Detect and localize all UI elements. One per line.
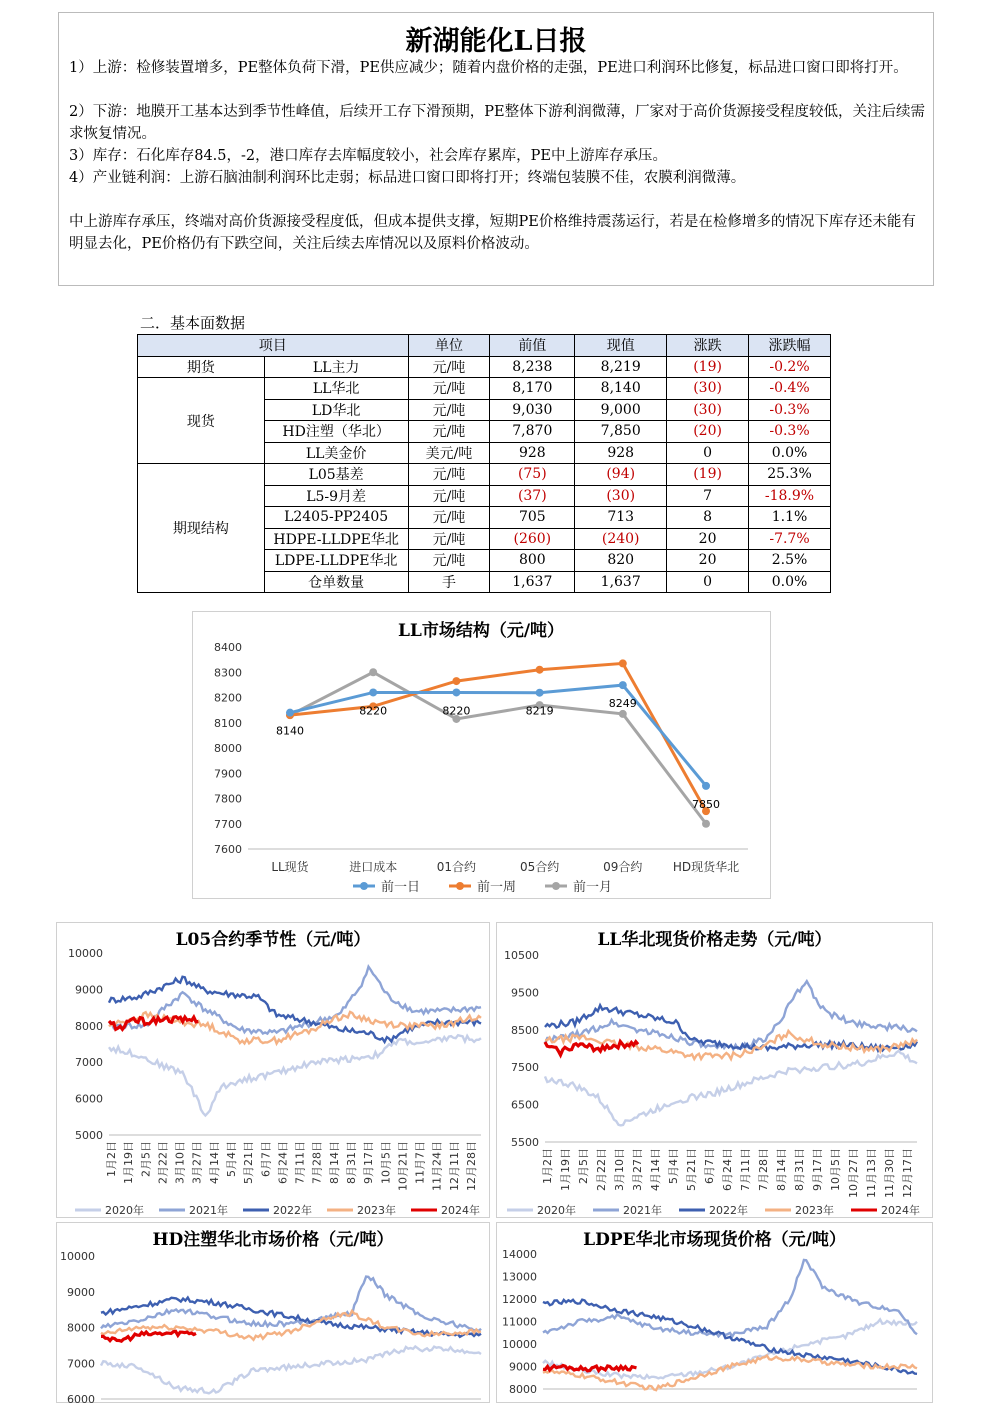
cell-item: L2405-PP2405 — [264, 507, 408, 529]
y-tick-label: 9000 — [67, 1285, 95, 1299]
x-tick-label: 12月11日 — [447, 1141, 461, 1191]
data-point — [619, 710, 627, 718]
x-tick-label: HD现货华北 — [672, 860, 740, 874]
y-tick-label: 8000 — [67, 1321, 95, 1335]
x-tick-label: 10月5日 — [829, 1148, 842, 1191]
y-tick-label: 10500 — [504, 949, 539, 962]
cell-unit: 手 — [408, 571, 490, 593]
cell-item: LL主力 — [264, 356, 408, 378]
data-point — [619, 659, 627, 667]
cell-curr: (240) — [575, 528, 667, 550]
x-tick-label: 7月11日 — [739, 1148, 752, 1191]
cell-unit: 元/吨 — [408, 550, 490, 572]
y-tick-label: 5500 — [511, 1136, 539, 1149]
data-point — [619, 681, 627, 689]
cell-item: HD注塑（华北） — [264, 421, 408, 443]
l05-seasonality-chart-svg — [57, 923, 489, 1217]
legend-label: 2020年 — [105, 1204, 144, 1217]
paragraph-downstream: 2）下游：地膜开工基本达到季节性峰值，后续开工存下滑预期，PE整体下游利润微薄，厂家对于高价货源接受程度较低，关注后续需求恢复情况。 — [69, 104, 926, 142]
x-tick-label: 5月21日 — [242, 1141, 256, 1184]
x-tick-label: 7月11日 — [293, 1141, 307, 1184]
cell-chg: (19) — [667, 356, 749, 378]
x-tick-label: 6月7日 — [259, 1141, 273, 1177]
cell-chg: (30) — [667, 378, 749, 400]
cell-item: 仓单数量 — [264, 571, 408, 593]
table-header-row — [138, 335, 831, 357]
report-title: 新湖能化L日报 — [405, 26, 587, 57]
y-tick-label: 8200 — [214, 691, 242, 705]
x-tick-label: 8月31日 — [345, 1141, 358, 1184]
series-line — [545, 981, 917, 1049]
data-point — [369, 688, 377, 696]
cell-chg: (30) — [667, 399, 749, 421]
x-tick-label: 6月24日 — [721, 1148, 734, 1191]
chart-title: LL市场结构（元/吨） — [397, 621, 565, 641]
table-header: 前值 — [490, 335, 575, 357]
y-tick-label: 10000 — [68, 947, 103, 960]
cell-chg: 7 — [667, 485, 749, 507]
legend-label: 2024年 — [881, 1204, 920, 1217]
y-tick-label: 6000 — [67, 1393, 95, 1403]
x-tick-label: 进口成本 — [349, 860, 398, 874]
x-tick-label: 12月17日 — [901, 1148, 914, 1198]
x-tick-label: 05合约 — [519, 860, 560, 874]
cell-unit: 元/吨 — [408, 378, 490, 400]
cell-prev: 8,238 — [490, 356, 575, 378]
paragraph-profit: 4）产业链利润：上游石脑油制利润环比走弱；标品进口窗口即将打开；终端包装膜不佳，农膜利润微薄。 — [69, 170, 746, 186]
cell-curr: 8,219 — [575, 356, 667, 378]
cell-unit: 美元/吨 — [408, 442, 490, 464]
x-tick-label: 11月30日 — [883, 1148, 896, 1198]
cell-curr: 1,637 — [575, 571, 667, 593]
ldpe-north-chart-svg — [497, 1223, 932, 1403]
ldpe-north-chart — [496, 1222, 933, 1403]
x-tick-label: 7月28日 — [757, 1148, 770, 1191]
legend-marker — [552, 882, 560, 890]
group-label: 期现结构 — [138, 464, 265, 593]
legend-label: 2024年 — [441, 1204, 480, 1217]
x-tick-label: 1月2日 — [541, 1148, 554, 1184]
table-header: 单位 — [408, 335, 490, 357]
x-tick-label: 6月24日 — [276, 1141, 290, 1184]
cell-item: HDPE-LLDPE华北 — [264, 528, 408, 550]
data-point — [286, 709, 294, 717]
y-tick-label: 10000 — [60, 1250, 95, 1263]
cell-item: LDPE-LLDPE华北 — [264, 550, 408, 572]
x-tick-label: 6月7日 — [703, 1148, 716, 1184]
cell-pct: 25.3% — [749, 464, 831, 486]
y-tick-label: 8100 — [214, 716, 242, 730]
y-tick-label: 8400 — [214, 641, 242, 654]
series-line — [543, 1260, 917, 1336]
section-title: 二．基本面数据 — [140, 314, 246, 332]
cell-prev: 800 — [490, 550, 575, 572]
table-body — [138, 356, 831, 593]
x-tick-label: 2月22日 — [595, 1148, 608, 1191]
cell-unit: 元/吨 — [408, 356, 490, 378]
y-tick-label: 8300 — [214, 666, 242, 680]
cell-prev: 8,170 — [490, 378, 575, 400]
y-tick-label: 8000 — [75, 1019, 103, 1033]
data-point — [536, 689, 544, 697]
series-line — [290, 663, 706, 811]
x-tick-label: 10月21日 — [396, 1141, 410, 1191]
y-tick-label: 5000 — [75, 1129, 103, 1142]
x-tick-label: 8月14日 — [775, 1148, 788, 1191]
x-tick-label: 01合约 — [436, 860, 477, 874]
cell-item: L05基差 — [264, 464, 408, 486]
cell-unit: 元/吨 — [408, 528, 490, 550]
y-tick-label: 14000 — [502, 1248, 537, 1261]
cell-chg: 0 — [667, 442, 749, 464]
cell-chg: (19) — [667, 464, 749, 486]
x-tick-label: 2月22日 — [156, 1141, 170, 1184]
series-line — [543, 1366, 637, 1371]
legend-label: 2023年 — [357, 1204, 396, 1217]
table-header: 现值 — [575, 335, 667, 357]
x-tick-label: LL现货 — [271, 860, 309, 874]
table-row — [138, 378, 831, 400]
series-line — [290, 672, 706, 824]
cell-curr: 8,140 — [575, 378, 667, 400]
cell-pct: 0.0% — [749, 571, 831, 593]
group-label: 现货 — [138, 378, 265, 464]
x-tick-label: 10月5日 — [379, 1141, 393, 1184]
data-label: 8249 — [608, 697, 637, 711]
cell-unit: 元/吨 — [408, 399, 490, 421]
cell-unit: 元/吨 — [408, 507, 490, 529]
y-tick-label: 11000 — [502, 1315, 537, 1329]
y-tick-label: 7700 — [214, 817, 242, 831]
x-tick-label: 3月10日 — [173, 1141, 187, 1184]
chart-title: LDPE华北市场现货价格（元/吨） — [583, 1230, 846, 1250]
cell-curr: 9,000 — [575, 399, 667, 421]
x-tick-label: 3月10日 — [613, 1148, 626, 1191]
data-label: 8219 — [525, 704, 554, 718]
x-tick-label: 5月4日 — [667, 1148, 680, 1184]
summary-box — [58, 12, 934, 286]
series-line — [101, 1311, 481, 1340]
y-tick-label: 8000 — [509, 1383, 537, 1396]
data-point — [452, 677, 460, 685]
cell-chg: 20 — [667, 550, 749, 572]
cell-chg: (20) — [667, 421, 749, 443]
y-tick-label: 12000 — [502, 1293, 537, 1306]
cell-curr: 7,850 — [575, 421, 667, 443]
cell-pct: -0.4% — [749, 378, 831, 400]
legend-label: 2020年 — [537, 1204, 576, 1217]
legend-label: 2023年 — [795, 1204, 834, 1217]
cell-pct: 2.5% — [749, 550, 831, 572]
y-tick-label: 8500 — [511, 1023, 539, 1037]
cell-curr: (94) — [575, 464, 667, 486]
ll-north-spot-chart-svg — [497, 923, 932, 1217]
data-point — [369, 668, 377, 676]
cell-prev: (75) — [490, 464, 575, 486]
paragraph-inventory: 3）库存：石化库存84.5，-2，港口库存去库幅度较小，社会库存累库，PE中上游库存承压。 — [69, 148, 667, 164]
cell-prev: 9,030 — [490, 399, 575, 421]
hd-injection-chart-svg — [57, 1223, 489, 1403]
cell-prev: 1,637 — [490, 571, 575, 593]
data-point — [702, 782, 710, 790]
chart-title: LL华北现货价格走势（元/吨） — [597, 930, 832, 950]
x-tick-label: 2月5日 — [577, 1148, 590, 1184]
data-label: 7850 — [692, 797, 720, 811]
cell-prev: 7,870 — [490, 421, 575, 443]
x-tick-label: 8月31日 — [793, 1148, 806, 1191]
series-line — [101, 1347, 481, 1394]
legend-label: 前一月 — [573, 880, 613, 895]
paragraph-conclusion: 中上游库存承压，终端对高价货源接受程度低，但成本提供支撑，短期PE价格维持震荡运行，若是在检修增多的情况下库存还未能有明显去化，PE价格仍有下跌空间，关注后续去库情况以及原料价格波动。 — [69, 214, 916, 252]
x-tick-label: 5月4日 — [225, 1141, 238, 1177]
x-tick-label: 1月2日 — [105, 1141, 118, 1177]
legend-marker — [456, 882, 464, 890]
y-tick-label: 8000 — [214, 742, 242, 755]
cell-curr: (30) — [575, 485, 667, 507]
x-tick-label: 3月27日 — [631, 1148, 644, 1191]
x-tick-label: 10月27日 — [847, 1148, 860, 1198]
legend-label: 前一周 — [477, 880, 517, 895]
cell-unit: 元/吨 — [408, 485, 490, 507]
legend-label: 2021年 — [623, 1204, 662, 1217]
legend-label: 前一日 — [381, 880, 421, 895]
x-tick-label: 9月17日 — [362, 1141, 376, 1184]
cell-unit: 元/吨 — [408, 464, 490, 486]
chart-title: HD注塑华北市场价格（元/吨） — [152, 1230, 394, 1250]
legend-label: 2021年 — [189, 1204, 228, 1217]
x-tick-label: 9月17日 — [811, 1148, 824, 1191]
y-tick-label: 7000 — [67, 1357, 95, 1371]
data-label: 8220 — [359, 704, 388, 718]
cell-prev: 928 — [490, 442, 575, 464]
x-tick-label: 1月19日 — [559, 1148, 572, 1191]
y-tick-label: 9500 — [511, 986, 539, 1000]
x-tick-label: 2月5日 — [139, 1141, 153, 1177]
data-point — [702, 820, 710, 828]
x-tick-label: 11月7日 — [413, 1141, 427, 1184]
x-tick-label: 7月28日 — [310, 1141, 324, 1184]
cell-pct: -18.9% — [749, 485, 831, 507]
table-row — [138, 356, 831, 378]
data-label: 8140 — [276, 724, 304, 738]
structure-chart — [192, 611, 771, 899]
y-tick-label: 6500 — [511, 1098, 539, 1112]
cell-pct: -0.2% — [749, 356, 831, 378]
y-tick-label: 10000 — [502, 1338, 537, 1351]
data-point — [452, 688, 460, 696]
cell-item: LD华北 — [264, 399, 408, 421]
cell-curr: 820 — [575, 550, 667, 572]
table-header: 涨跌 — [667, 335, 749, 357]
y-tick-label: 9000 — [75, 983, 103, 997]
fundamentals-table — [137, 334, 831, 593]
y-tick-label: 7600 — [214, 843, 242, 856]
hd-injection-chart — [56, 1222, 490, 1403]
cell-unit: 元/吨 — [408, 421, 490, 443]
x-tick-label: 11月24日 — [430, 1141, 444, 1191]
y-tick-label: 7000 — [75, 1056, 103, 1070]
group-label: 期货 — [138, 356, 265, 378]
cell-pct: 0.0% — [749, 442, 831, 464]
legend-label: 2022年 — [273, 1204, 312, 1217]
cell-pct: 1.1% — [749, 507, 831, 529]
cell-pct: -0.3% — [749, 399, 831, 421]
x-tick-label: 4月14日 — [207, 1141, 221, 1184]
y-tick-label: 7800 — [214, 792, 242, 806]
cell-chg: 0 — [667, 571, 749, 593]
series-line — [545, 1042, 638, 1056]
cell-prev: 705 — [490, 507, 575, 529]
cell-item: LL华北 — [264, 378, 408, 400]
cell-pct: -0.3% — [749, 421, 831, 443]
x-tick-label: 09合约 — [603, 860, 643, 874]
x-tick-label: 12月28日 — [465, 1141, 478, 1191]
paragraph-upstream: 1）上游：检修装置增多，PE整体负荷下滑，PE供应减少；随着内盘价格的走强，PE进口利润环比修复，标品进口窗口即将打开。 — [69, 60, 908, 76]
series-line — [543, 1300, 917, 1374]
legend-label: 2022年 — [709, 1204, 748, 1217]
x-tick-label: 4月14日 — [649, 1148, 662, 1191]
series-line — [545, 1051, 917, 1126]
legend-marker — [360, 882, 368, 890]
cell-curr: 928 — [575, 442, 667, 464]
cell-prev: (37) — [490, 485, 575, 507]
table-header: 项目 — [138, 335, 409, 357]
y-tick-label: 9000 — [509, 1360, 537, 1374]
y-tick-label: 7500 — [511, 1061, 539, 1075]
table-header: 涨跌幅 — [749, 335, 831, 357]
cell-prev: (260) — [490, 528, 575, 550]
y-tick-label: 7900 — [214, 767, 242, 781]
cell-chg: 8 — [667, 507, 749, 529]
y-tick-label: 6000 — [75, 1092, 103, 1106]
cell-pct: -7.7% — [749, 528, 831, 550]
structure-chart-svg — [193, 612, 770, 898]
cell-curr: 713 — [575, 507, 667, 529]
y-tick-label: 13000 — [502, 1270, 537, 1284]
x-tick-label: 1月19日 — [122, 1141, 136, 1184]
ll-north-spot-chart — [496, 922, 933, 1218]
table-row — [138, 464, 831, 486]
chart-title: L05合约季节性（元/吨） — [175, 930, 371, 950]
x-tick-label: 3月27日 — [190, 1141, 204, 1184]
x-tick-label: 11月13日 — [865, 1148, 878, 1198]
x-tick-label: 8月14日 — [327, 1141, 341, 1184]
x-tick-label: 5月21日 — [685, 1148, 698, 1191]
l05-seasonality-chart — [56, 922, 490, 1218]
series-line — [109, 1035, 481, 1115]
data-label: 8220 — [442, 704, 471, 718]
data-point — [536, 666, 544, 674]
cell-chg: 20 — [667, 528, 749, 550]
cell-item: LL美金价 — [264, 442, 408, 464]
cell-item: L5-9月差 — [264, 485, 408, 507]
